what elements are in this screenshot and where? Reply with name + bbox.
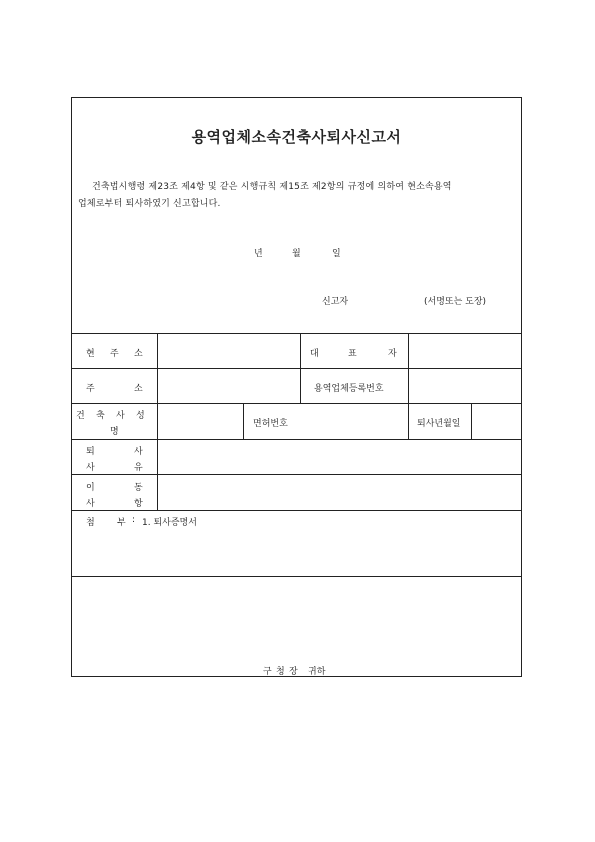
office-address-field[interactable] xyxy=(158,369,299,402)
table-line xyxy=(243,403,244,439)
architect-label-5: 명 xyxy=(110,427,119,437)
form-title: 용역업체소속건축사퇴사신고서 xyxy=(191,128,402,146)
office-label-1: 주 xyxy=(86,384,95,394)
statement-line-1: 건축법시행령 제23조 제4항 및 같은 시행규칙 제15조 제2항의 규정에 의하여 현소속용역 xyxy=(92,182,452,192)
license-number-label: 면허번호 xyxy=(253,419,288,429)
representative-label-1: 대 xyxy=(310,349,319,359)
architect-label-1: 건 xyxy=(76,411,85,421)
architect-label-2: 축 xyxy=(96,411,105,421)
attachment-item: 1. 퇴사증명서 xyxy=(142,518,197,528)
architect-label-4: 성 xyxy=(136,411,145,421)
addressee-1: 구 xyxy=(263,667,272,677)
transfer-label-3: 사 xyxy=(86,499,95,509)
addressee-2: 청 xyxy=(276,667,285,677)
table-line xyxy=(72,576,521,577)
reason-label-4: 유 xyxy=(134,463,143,473)
date-year-label: 년 xyxy=(254,249,263,259)
address-label-1: 현 xyxy=(86,349,95,359)
retire-date-label: 퇴사년월일 xyxy=(417,419,461,429)
date-month-label: 월 xyxy=(292,249,301,259)
date-day-label: 일 xyxy=(332,249,341,259)
reason-label-2: 사 xyxy=(134,447,143,457)
reporter-label: 신고자 xyxy=(322,297,349,307)
office-label-2: 소 xyxy=(134,384,143,394)
representative-label-3: 자 xyxy=(388,349,397,359)
transfer-label-1: 이 xyxy=(86,483,95,493)
table-line xyxy=(300,333,301,403)
table-line xyxy=(72,510,521,511)
current-address-field[interactable] xyxy=(158,334,299,367)
address-label-2: 주 xyxy=(110,349,119,359)
addressee-3: 장 xyxy=(289,667,298,677)
registration-number-field[interactable] xyxy=(409,369,521,402)
reason-label-3: 사 xyxy=(86,463,95,473)
report-form xyxy=(71,97,522,677)
transfer-details-field[interactable] xyxy=(158,475,521,509)
attachment-colon: : xyxy=(132,515,136,525)
transfer-label-2: 동 xyxy=(134,483,143,493)
signature-note: (서명또는 도장) xyxy=(424,297,487,307)
representative-label-2: 표 xyxy=(348,349,357,359)
retire-date-field[interactable] xyxy=(472,404,521,438)
representative-field[interactable] xyxy=(409,334,521,367)
retirement-reason-field[interactable] xyxy=(158,440,521,473)
attachment-label-2: 부 xyxy=(117,518,126,528)
addressee-4: 귀하 xyxy=(308,667,326,677)
address-label-3: 소 xyxy=(134,349,143,359)
reason-label-1: 퇴 xyxy=(86,447,95,457)
attachment-label-1: 첨 xyxy=(86,518,95,528)
registration-number-label: 용역업체등록번호 xyxy=(314,384,384,394)
architect-name-field[interactable] xyxy=(158,404,242,438)
table-line xyxy=(72,403,521,404)
transfer-label-4: 항 xyxy=(134,499,143,509)
statement-line-2: 업체로부터 퇴사하였기 신고합니다. xyxy=(78,199,221,209)
architect-label-3: 사 xyxy=(116,411,125,421)
license-number-field[interactable] xyxy=(301,404,407,438)
